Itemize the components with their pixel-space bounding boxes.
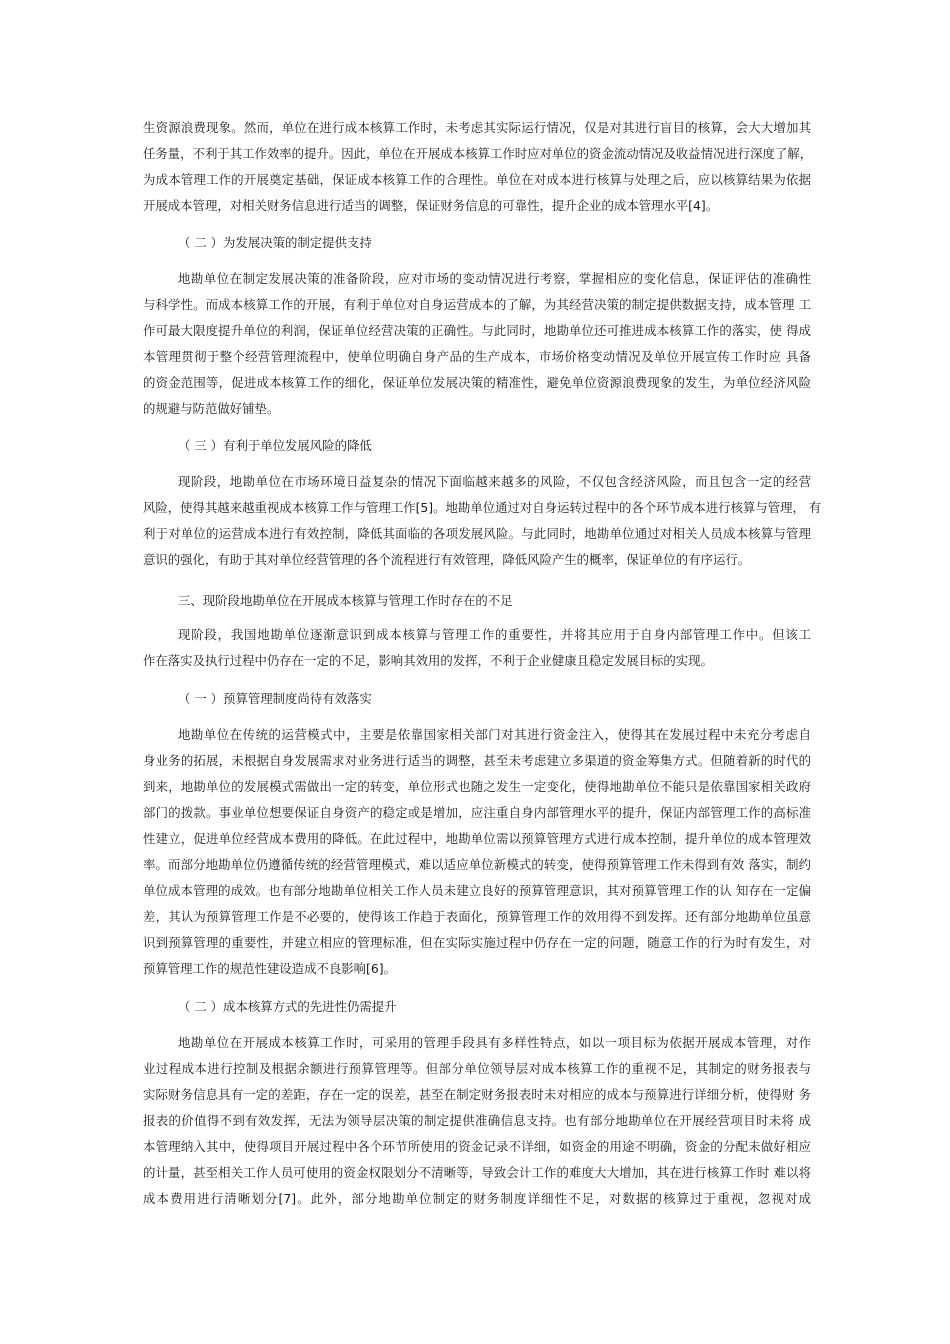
body-text-line: 现阶段，地勘单位在市场环境日益复杂的情况下面临越来越多的风险，不仅包含经济风险，而且包含一定的经营 [178, 474, 811, 489]
section-heading: 三、现阶段地勘单位在开展成本核算与管理工作时存在的不足 [178, 593, 513, 608]
body-text-line: 与科学性。而成本核算工作的开展，有利于单位对自身运营成本的了解，为其经营决策的制定提供数据支持，成本管理 工 [143, 297, 811, 312]
section-heading: （ 一 ）预算管理制度尚待有效落实 [178, 691, 372, 706]
body-text-line: 作在落实及执行过程中仍存在一定的不足，影响其效用的发挥，不利于企业健康且稳定发展目标的实现。 [143, 653, 713, 668]
body-text-line: 为成本管理工作的开展奠定基础，保证成本核算工作的合理性。单位在对成本进行核算与处理之后，应以核算结果为依据 [143, 172, 811, 187]
body-text-line: 率。而部分地勘单位仍遵循传统的经营管理模式，难以适应单位新模式的转变，使得预算管理工作未得到有效 落实，制约 [143, 857, 811, 872]
section-heading: （ 二 ）成本核算方式的先进性仍需提升 [178, 999, 397, 1014]
body-text-line: 开展成本管理，对相关财务信息进行适当的调整，保证财务信息的可靠性，提升企业的成本管理水平[4]。 [143, 198, 719, 213]
body-text-line: 识到预算管理的重要性，并建立相应的管理标准，但在实际实施过程中仍存在一定的问题，随意工作的行为时有发生，对 [143, 935, 811, 950]
body-text-line: 本管理贯彻于整个经营管理流程中，使单位明确自身产品的生产成本，市场价格变动情况及单位开展宣传工作时应 具备 [143, 349, 811, 364]
body-text-line: 现阶段，我国地勘单位逐渐意识到成本核算与管理工作的重要性，并将其应用于自身内部管理工作中。但该工 [178, 627, 811, 642]
body-text-line: 地勘单位在传统的运营模式中，主要是依靠国家相关部门对其进行资金注入，使得其在发展过程中未充分考虑自 [178, 727, 811, 742]
body-text-line: 到来，地勘单位的发展模式需做出一定的转变，单位形式也随之发生一定变化，使得地勘单位不能只是依靠国家相关政府 [143, 779, 811, 794]
body-text-line: 作可最大限度提升单位的利润，保证单位经营决策的正确性。与此同时，地勘单位还可推进成本核算工作的落实，使 得成 [143, 323, 811, 338]
body-text-line: 性建立，促进单位经营成本费用的降低。在此过程中，地勘单位需以预算管理方式进行成本控制，提升单位的成本管理效 [143, 831, 811, 846]
body-text-line: 地勘单位在制定发展决策的准备阶段，应对市场的变动情况进行考察，掌握相应的变化信息，保证评估的准确性 [178, 271, 811, 286]
body-text-line: 本管理纳入其中，使得项目开展过程中各个环节所使用的资金记录不详细，如资金的用途不明确，资金的分配未做好相应 [143, 1139, 811, 1154]
section-heading: （ 二 ）为发展决策的制定提供支持 [178, 235, 372, 250]
body-text-line: 的资金范围等，促进成本核算工作的细化，保证单位发展决策的精准性，避免单位资源浪费现象的发生，为单位经济风险 [143, 375, 811, 390]
body-text-line: 业过程成本进行控制及根据余额进行预算管理等。但部分单位领导层对成本核算工作的重视不足，其制定的财务报表与 [143, 1061, 811, 1076]
section-heading: （ 三 ）有利于单位发展风险的降低 [178, 438, 372, 453]
body-text-line: 地勘单位在开展成本核算工作时，可采用的管理手段具有多样性特点，如以一项目标为依据开展成本管理，对作 [178, 1035, 811, 1050]
body-text-line: 的规避与防范做好铺垫。 [143, 401, 280, 416]
body-text-line: 意识的强化，有助于其对单位经营管理的各个流程进行有效管理，降低风险产生的概率，保证单位的有序运行。 [143, 552, 751, 567]
body-text-line: 单位成本管理的成效。也有部分地勘单位相关工作人员未建立良好的预算管理意识，其对预算管理工作的认 知存在一定偏 [143, 883, 811, 898]
body-text-line: 差，其认为预算管理工作是不必要的，使得该工作趋于表面化，预算管理工作的效用得不到发挥。还有部分地勘单位虽意 [143, 909, 811, 924]
body-text-line: 身业务的拓展，未根据自身发展需求对业务进行适当的调整，甚至未考虑建立多渠道的资金筹集方式。但随着新的时代的 [143, 753, 811, 768]
body-text-line: 成本费用进行清晰划分[7]。此外，部分地勘单位制定的财务制度详细性不足，对数据的核算过于重视，忽视对成 [143, 1191, 811, 1206]
body-text-line: 报表的价值得不到有效发挥，无法为领导层决策的制定提供准确信息支持。也有部分地勘单位在开展经营项目时未将 成 [143, 1113, 811, 1128]
body-text-line: 利于对单位的运营成本进行有效控制，降低其面临的各项发展风险。与此同时，地勘单位通过对相关人员成本核算与管理 [143, 526, 811, 541]
body-text-line: 部门的拨款。事业单位想要保证自身资产的稳定或是增加，应注重自身内部管理水平的提升，保证内部管理工作的高标准 [143, 805, 811, 820]
body-text-line: 风险，使得其越来越重视成本核算工作与管理工作[5]。地勘单位通过对自身运转过程中的各个环节成本进行核算与管理， 有 [143, 500, 822, 515]
body-text-line: 预算管理工作的规范性建设造成不良影响[6]。 [143, 961, 396, 976]
body-text-line: 任务量，不利于其工作效率的提升。因此，单位在开展成本核算工作时应对单位的资金流动情况及收益情况进行深度了解， [143, 146, 813, 161]
body-text-line: 生资源浪费现象。然而，单位在进行成本核算工作时，未考虑其实际运行情况，仅是对其进行盲目的核算，会大大增加其 [143, 120, 811, 135]
body-text-line: 实际财务信息具有一定的差距，存在一定的误差，甚至在制定财务报表时未对相应的成本与预算进行详细分析，使得财 务 [143, 1087, 811, 1102]
body-text-line: 的计量，甚至相关工作人员可使用的资金权限划分不清晰等，导致会计工作的难度大大增加，其在进行核算工作时 难以将 [143, 1165, 811, 1180]
